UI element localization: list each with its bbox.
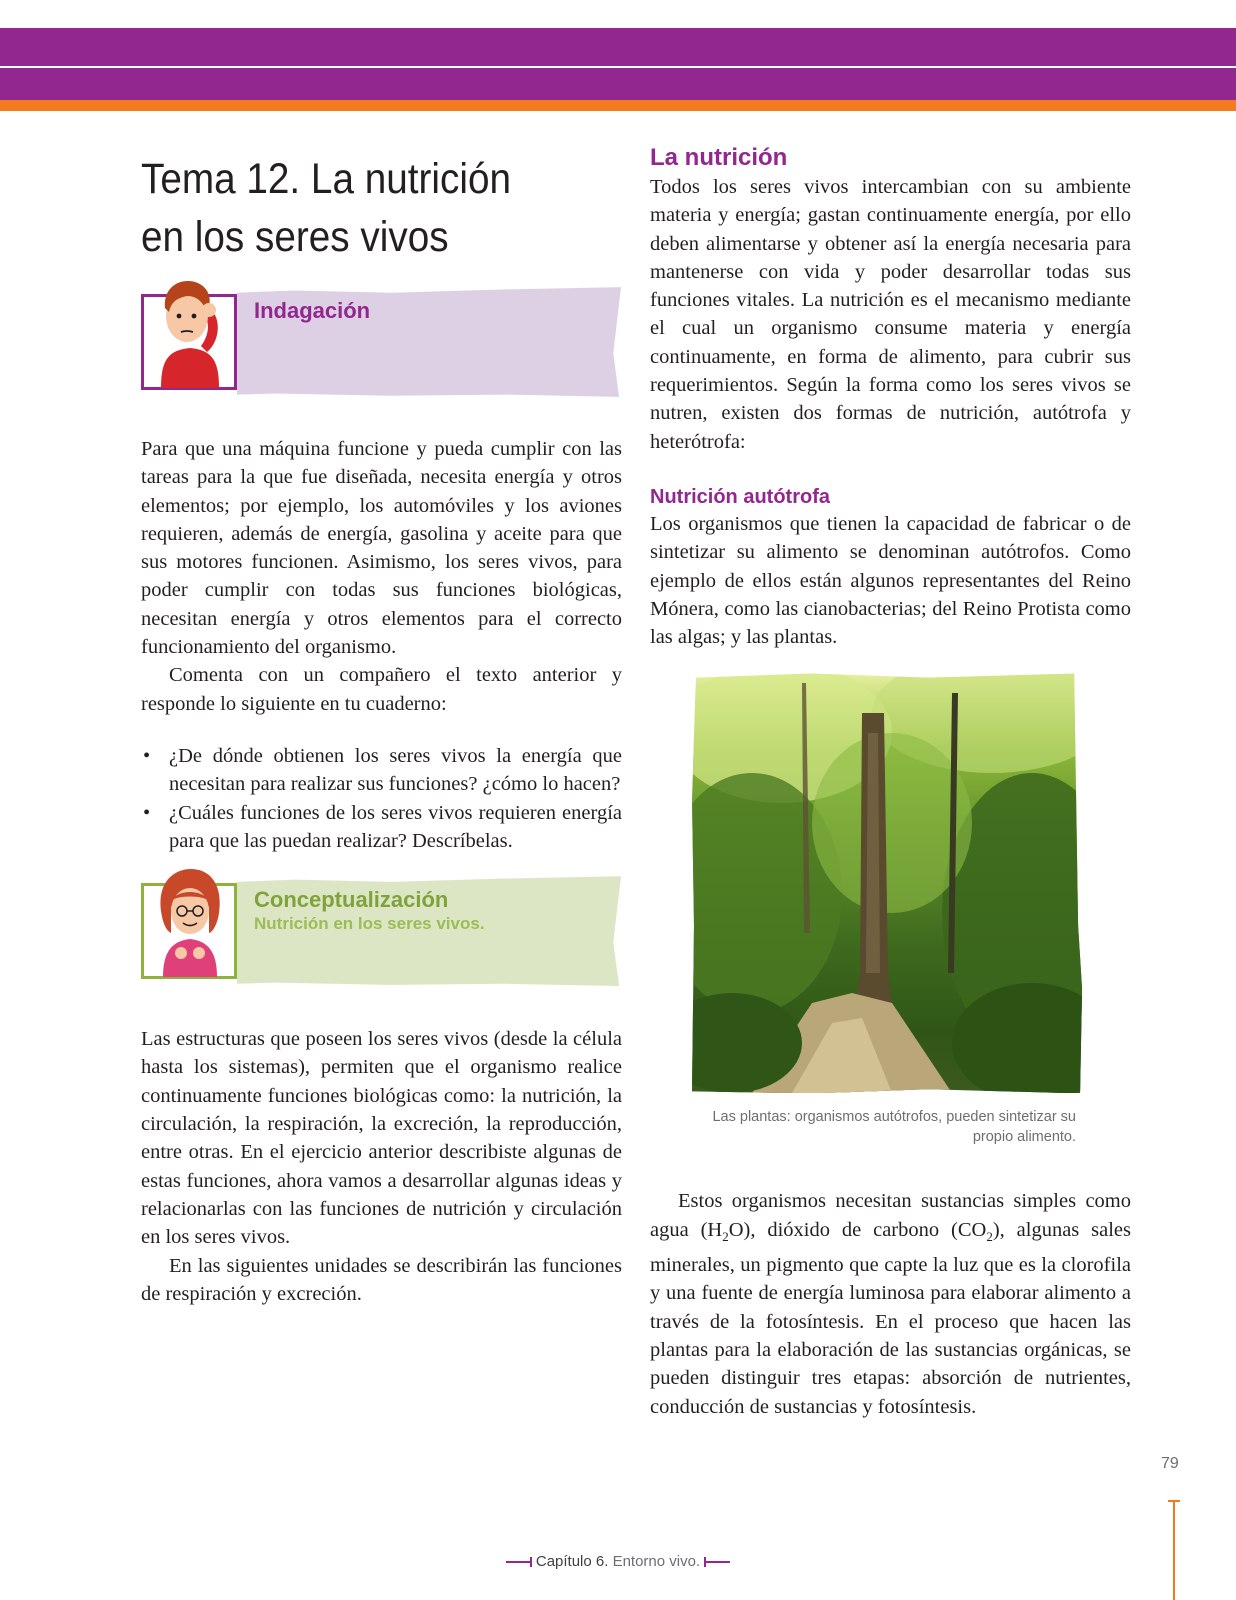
conceptualizacion-subheading: Nutrición en los seres vivos.: [254, 914, 485, 934]
conceptualizacion-paragraph-2: En las siguientes unidades se describirán las funciones de respiración y excreción.: [141, 1254, 622, 1305]
conceptualizacion-heading: Conceptualización: [254, 887, 449, 913]
footer-chapter-name: Entorno vivo.: [612, 1553, 701, 1570]
right-column: [650, 143, 1131, 1421]
p2-part-a: Estos organismos necesitan sustancias simples como agua (H: [650, 1190, 1131, 1241]
conceptualizacion-paragraph-1: Las estructuras que poseen los seres vivos (desde la célula hasta los sistemas), permiten que el organismo realice continuamente funciones biológicas como: la nutrición, la circulación, la respiración, la excreción, la reproducción, entre otras. En el ejercicio anterior describiste algunas de estas funciones, ahora vamos a desarrollar algunas ideas y relacionarlas con las funciones de nutrición y circulación en los seres vivos.: [141, 1028, 622, 1249]
footer-rule-left: [506, 1561, 532, 1563]
indagacion-instruction: Comenta con un compañero el texto anterior y responde lo siguiente en tu cuaderno:: [141, 664, 622, 715]
p2-part-b: O), dióxido de carbono (CO: [728, 1218, 987, 1241]
footer-chapter: Capítulo 6.: [535, 1553, 609, 1570]
indagacion-paragraph: Para que una máquina funcione y pueda cumplir con las tareas para la que fue diseñada, necesita energía y otros elementos; por ejemplo, los automóviles y los aviones requieren, además de energía, gasolina y aceite para que sus motores funcionen. Asimismo, los seres vivos, para poder cumplir con todas sus funciones biológicas, necesitan energía y otros elementos para el correcto funcionamiento del organismo.: [141, 438, 622, 659]
p2-subscript-1: 2: [722, 1228, 729, 1244]
indagacion-box: [141, 286, 622, 398]
forest-path-photo: [692, 673, 1086, 1093]
footer: [0, 1553, 1236, 1570]
header-accent-stripe: [0, 100, 1236, 111]
autotrofa-paragraph: Los organismos que tienen la capacidad de fabricar o de sintetizar su alimento se denominan autótrofos. Como ejemplo de ellos están algunos representantes del Reino Mónera, como las cianobacterias; del Reino Protista como las algas; y las plantas.: [650, 512, 1131, 649]
girl-with-glasses-icon: [147, 861, 233, 977]
header-band-top: [0, 28, 1236, 66]
conceptualizacion-box: [141, 875, 622, 987]
title-line-2: en los seres vivos: [141, 213, 449, 261]
page-title: [141, 150, 622, 266]
indagacion-questions: [141, 742, 622, 855]
indagacion-heading: Indagación: [254, 298, 371, 323]
list-item: • ¿De dónde obtienen los seres vivos la energía que necesitan para realizar sus funciones? ¿cómo lo hacen?: [169, 742, 622, 799]
p2-part-c: ), algunas sales minerales, un pigmento que capte la luz que es la clorofila y una fuente de energía luminosa para elaborar alimento a través de la fotosíntesis. En el proceso que hacen las plantas para la elaboración de las sustancias orgánicas, se pueden distinguir tres etapas: absorción de nutrientes, conducción de sustancias y fotosíntesis.: [650, 1218, 1131, 1418]
p2-subscript-2: 2: [986, 1228, 993, 1244]
header-band-bottom: [0, 68, 1236, 100]
nutricion-paragraph: Todos los seres vivos intercambian con su ambiente materia y energía; gastan continuamente energía, por ello deben alimentarse y obtener así la energía necesaria para mantenerse con vida y poder desarrollar todas sus funciones vitales. La nutrición es el mecanismo mediante el cual un organismo consume materia y energía continuamente, en forma de alimento, para cubrir sus requerimientos. Según la forma como los seres vivos se nutren, existen dos formas de nutrición, autótrofa y heterótrofa:: [650, 176, 1131, 453]
autotrofa-title: Nutrición autótrofa: [650, 485, 830, 508]
list-item: • ¿Cuáles funciones de los seres vivos requieren energía para que las puedan realizar? Descríbelas.: [169, 799, 622, 856]
title-line-1: Tema 12. La nutrición: [141, 155, 512, 203]
nutricion-title: La nutrición: [650, 144, 788, 171]
page-rule: [1173, 1500, 1175, 1600]
left-column: [141, 150, 622, 1308]
photo-caption: Las plantas: organismos autótrofos, pueden sintetizar su propio alimento.: [712, 1109, 1076, 1146]
page-number: 79: [1161, 1455, 1179, 1472]
footer-rule-right: [704, 1561, 730, 1563]
thinking-boy-icon: [147, 272, 233, 388]
autotrofa-paragraph-2: [650, 1187, 1131, 1420]
